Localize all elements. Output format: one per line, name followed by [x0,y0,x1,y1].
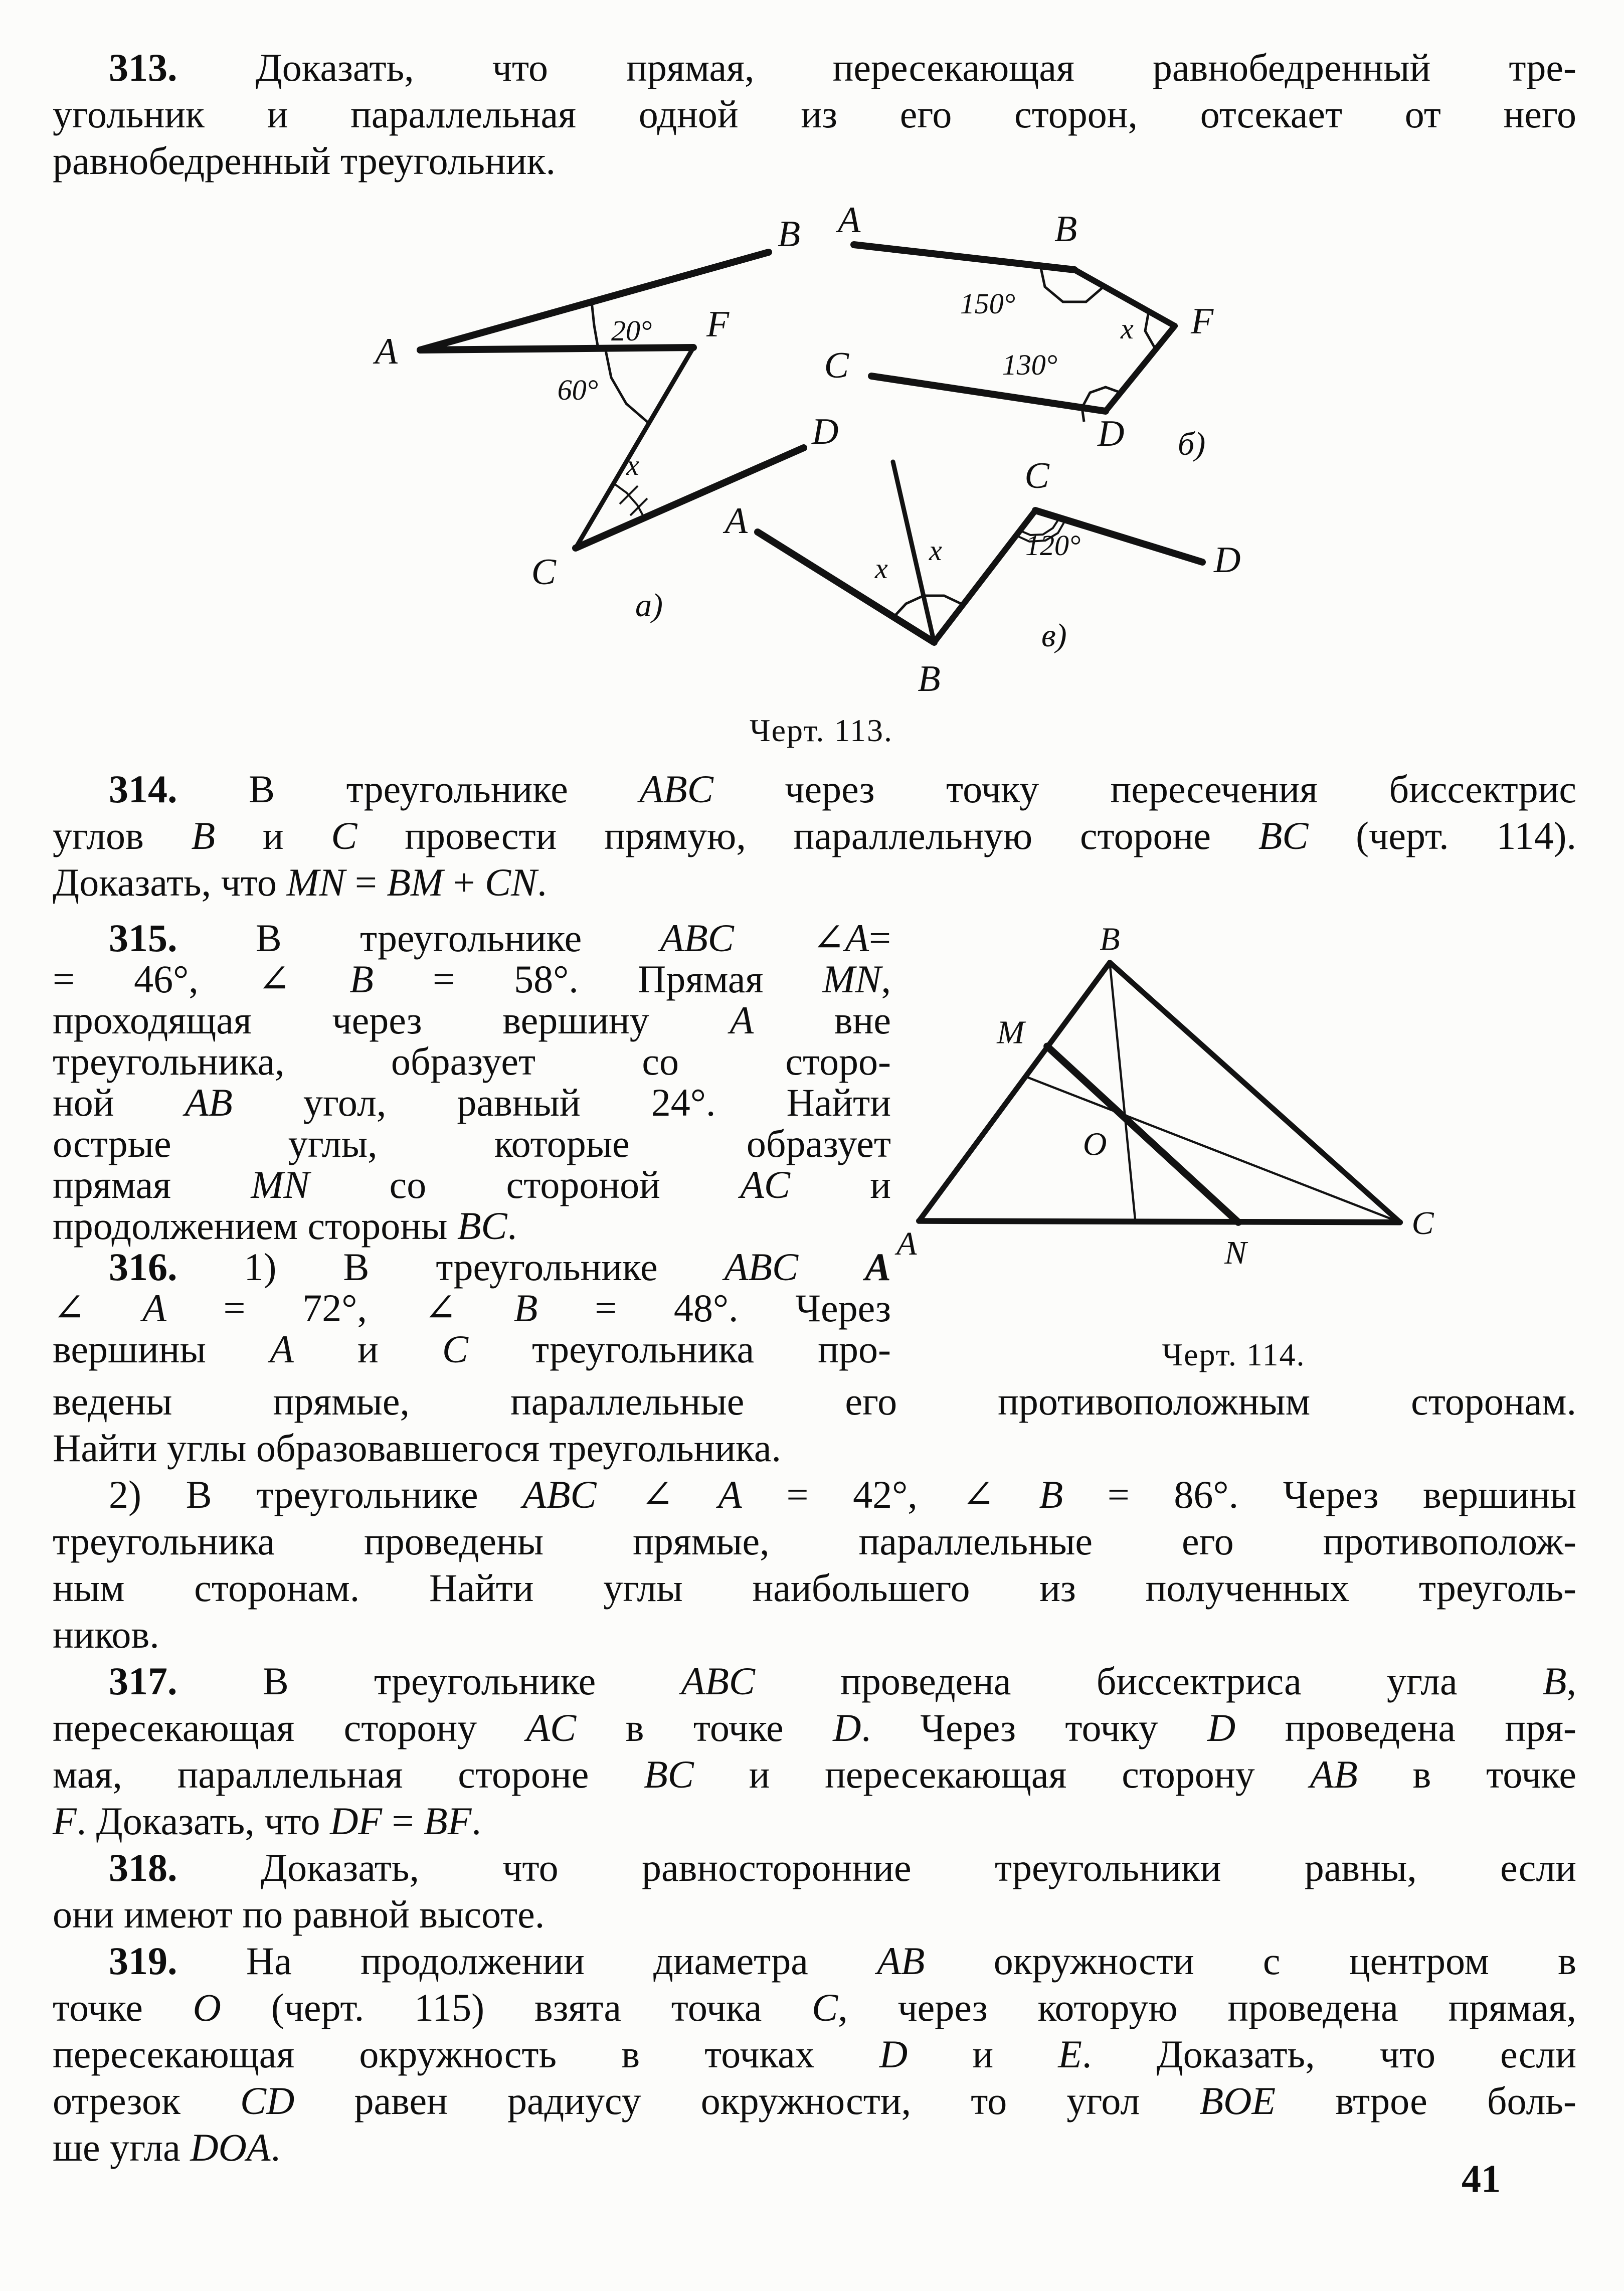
body-text: 313. [109,46,256,89]
body-text: они имеют по равной высоте. [53,1892,545,1936]
math-text: AC [740,1163,790,1206]
body-text: и пересекающая сторону [693,1752,1310,1796]
body-text: = [345,860,387,904]
left-column [53,918,891,1375]
math-text: ABC [681,1659,755,1703]
math-text: F [53,1799,77,1843]
math-text: CD [240,2079,295,2123]
vertex-label-D: D [1098,413,1125,454]
problem-313 [53,44,1576,184]
body-text: равен радиусу окружности, то угол [294,2079,1200,2123]
body-text: ∠ [734,916,845,960]
math-text: BC [457,1204,507,1248]
body-text: пересекающая сторону [53,1706,526,1749]
body-text: мая, параллельная стороне [53,1752,644,1796]
body-text: 317. [109,1659,263,1703]
angle-arc-x1 [893,596,924,617]
math-text: C [812,1986,838,2029]
angle-arc-x [614,483,644,518]
math-text: A [864,1245,891,1289]
math-text: ABC [639,767,713,811]
text-line [53,1288,891,1329]
math-text: A [718,1473,742,1516]
body-text: острые углы, которые образует [53,1122,891,1165]
body-text: прямая [53,1163,251,1206]
body-text: На продолжении диаметра [246,1939,877,1983]
text-line [53,959,891,1000]
text-line [53,1082,891,1123]
vertex-label-A: A [896,1225,917,1262]
problem-319 [53,1937,1576,2171]
body-text: отрезок [53,2079,240,2123]
vertex-label-D: D [1214,540,1241,581]
body-text: окружности с центром в [925,1939,1577,1983]
text-line [53,918,891,959]
body-text: Доказать, что равносторонние треугольники равны, если [260,1846,1576,1889]
segment-AB [758,532,934,642]
body-text: ∠ [596,1473,718,1516]
body-text: = 72°, ∠ [166,1286,514,1330]
body-text: и [293,1327,442,1371]
math-text: BF [424,1799,472,1843]
math-text: DOA [190,2126,271,2169]
math-text: E [1058,2032,1082,2076]
body-text: пересекающая окружность в точках [53,2032,879,2076]
two-column-section [53,918,1576,1375]
angle-value-x2: x [929,534,942,567]
vertex-label-B: B [1054,209,1077,250]
subfigure-b [824,200,1214,462]
body-text: , [881,957,891,1001]
body-text: и [215,814,331,857]
math-text: AB [877,1939,925,1983]
vertex-label-C: C [1411,1204,1434,1242]
body-text: , через которую проведена прямая, [838,1986,1576,2029]
body-text: В треугольнике [249,767,640,811]
body-text: . [270,2126,281,2169]
text-line [53,1000,891,1041]
body-text: 316. [109,1245,244,1289]
text-line [53,2077,1576,2124]
text-line [53,1123,891,1164]
point-label-M: M [997,1014,1025,1051]
math-text: C [442,1327,468,1371]
body-text: 319. [109,1939,246,1983]
text-line [53,1704,1576,1751]
math-text: D [879,2032,908,2076]
side-AC [919,1221,1400,1222]
math-text: MN [251,1163,310,1206]
vertex-label-B: B [918,658,941,699]
math-text: CN [485,860,537,904]
math-text: B [349,957,374,1001]
body-text: В треугольнике [262,1659,681,1703]
text-line [53,1658,1576,1704]
math-text: AB [1310,1752,1358,1796]
point-label-O: O [1082,1126,1107,1163]
text-line [53,812,1576,859]
math-text: MN [286,860,345,904]
vertex-label-D: D [812,411,839,452]
body-text: продолжением стороны [53,1204,457,1248]
body-text: в точке [576,1706,833,1749]
figure-113 [277,187,1305,703]
angle-value-x1: x [875,552,888,585]
body-text: втрое боль- [1276,2079,1576,2123]
figure-113-caption: Черт. 113. [750,713,893,748]
body-text: . [507,1204,517,1248]
math-text: ABC [724,1245,798,1289]
body-text: . Доказать, что если [1081,2032,1576,2076]
vertex-label-C: C [824,345,849,386]
text-line [53,1518,1576,1564]
segment-FD [1106,326,1175,411]
vertex-label-B: B [778,214,801,255]
text-line [53,1751,1576,1798]
math-text: A [270,1327,294,1371]
problem-316-start [53,1247,891,1370]
problem-318 [53,1844,1576,1937]
line-MN [1047,1046,1238,1222]
body-text: угольник и параллельная одной из его сторон, отсекает от него [53,92,1576,136]
math-text: B [513,1286,538,1330]
body-text: угол, равный 24°. Найти [232,1081,891,1124]
body-text: 318. [109,1846,261,1889]
vertex-label-B: B [1100,921,1120,958]
text-line [53,1984,1576,2031]
text-line [53,44,1576,91]
text-line [53,91,1576,137]
side-AB [919,963,1110,1221]
body-text: точке [53,1986,193,2029]
body-text: провести прямую, параллельную стороне [357,814,1258,857]
vertex-label-A: A [375,331,398,372]
math-text: BC [1258,814,1309,857]
math-text: D [833,1706,861,1749]
math-text: B [191,814,216,857]
body-text: треугольника, образует со сторо- [53,1039,891,1083]
body-text: . [471,1799,481,1843]
text-line [53,1471,1576,1518]
body-text: треугольника про- [468,1327,891,1371]
body-text: 2) В треугольнике [109,1473,523,1516]
segment-CD [576,448,804,548]
problem-315 [53,918,891,1247]
vertex-label-C: C [531,552,556,593]
body-text: проведена биссектриса угла [755,1659,1543,1703]
text-line [53,1844,1576,1891]
subfigure-tag-v: в) [1041,617,1067,654]
problem-314 [53,766,1576,906]
text-line [53,1247,891,1288]
ray-from-B [893,462,934,642]
body-text: и [790,1163,891,1206]
body-text: , [1566,1659,1577,1703]
side-BC [1110,963,1400,1222]
angle-value-60: 60° [557,374,598,406]
body-text: = 86°. Через вершины [1063,1473,1576,1516]
vertex-label-F: F [706,304,730,345]
body-text: Найти углы образовавшегося треугольника. [53,1426,782,1470]
text-line [53,1378,1576,1425]
body-text: вершины [53,1327,270,1371]
body-text: (черт. 115) взята точка [221,1986,812,2029]
text-line [53,1041,891,1082]
page-content [53,44,1576,2171]
angle-value-x: x [1121,312,1134,345]
math-text: C [331,814,357,857]
body-text: . Доказать, что [76,1799,330,1843]
angle-arc-x2 [924,596,963,605]
angle-arc-20 [592,302,598,348]
body-text: Доказать, что [53,860,287,904]
angle-value-x: x [626,449,639,481]
body-text: ников. [53,1613,159,1656]
body-text: = [869,916,891,960]
body-text: ным сторонам. Найти углы наибольшего из полученных треуголь- [53,1566,1576,1610]
body-text: и [908,2032,1058,2076]
math-text: ABC [660,916,734,960]
bisector-from-B [1110,963,1135,1221]
math-text: B [1039,1473,1063,1516]
body-text: 314. [109,767,249,811]
math-text: A [730,998,754,1042]
body-text [798,1245,865,1289]
body-text: вне [754,998,891,1042]
text-line [53,766,1576,812]
figure-113-drawing [277,187,1305,703]
page-number: 41 [1462,2157,1501,2200]
body-text: 1) В треугольнике [244,1245,725,1289]
text-line [53,1564,1576,1611]
problem-316-continuation [53,1378,1576,1471]
body-text: + [443,860,485,904]
body-text: ше угла [53,2126,191,2169]
math-text: A [142,1286,166,1330]
segment-AF [420,347,693,350]
body-text: = 58°. Прямая [373,957,823,1001]
text-line [53,1937,1576,1984]
vertex-label-A: A [838,200,861,241]
body-text: проходящая через вершину [53,998,730,1042]
point-label-N: N [1224,1234,1247,1271]
math-text: ABC [522,1473,597,1516]
body-text: через точку пересечения биссектрис [713,767,1577,811]
body-text: . [537,860,547,904]
body-text: = [382,1799,424,1843]
math-text: D [1207,1706,1236,1749]
math-text: BOE [1199,2079,1276,2123]
angle-value-120: 120° [1025,529,1081,562]
body-text: треугольника проведены прямые, параллельные его противополож- [53,1519,1576,1563]
problem-316-part2 [53,1471,1576,1658]
angle-value-150: 150° [960,287,1015,320]
vertex-label-C: C [1024,455,1049,496]
body-text: со стороной [309,1163,741,1206]
angle-value-20: 20° [611,314,652,347]
figure-114-caption: Черт. 114. [1162,1337,1306,1372]
body-text: . Через точку [861,1706,1207,1749]
body-text: равнобедренный треугольник. [53,139,556,183]
body-text: Доказать, что прямая, пересекающая равнобедренный тре- [255,46,1576,89]
body-text: в точке [1357,1752,1576,1796]
body-text: ведены прямые, параллельные его противоположным сторонам. [53,1379,1576,1423]
subfigure-tag-a: а) [635,587,663,624]
math-text: BC [644,1752,694,1796]
figure-114-drawing [891,919,1563,1322]
math-text: A [845,916,869,960]
text-line [53,1164,891,1205]
text-line [53,1329,891,1370]
body-text: проведена пря- [1235,1706,1577,1749]
body-text: = 46°, ∠ [53,957,350,1001]
text-line [53,2031,1576,2077]
math-text: O [193,1986,221,2029]
vertex-label-F: F [1191,301,1214,342]
body-text: = 48°. Через [537,1286,891,1330]
vertex-label-A: A [725,500,748,542]
math-text: AC [526,1706,577,1749]
figure-114 [891,918,1576,1375]
math-text: BM [387,860,444,904]
math-text: AB [185,1081,233,1124]
body-text: ∠ [53,1286,143,1330]
angle-arc-60 [606,350,648,423]
body-text: углов [53,814,192,857]
math-text: MN [822,957,881,1001]
angle-value-130: 130° [1002,348,1057,381]
body-text: = 42°, ∠ [742,1473,1039,1516]
math-text: B [1542,1659,1567,1703]
math-text: DF [330,1799,383,1843]
segment-DC [871,376,1106,411]
subfigure-v [723,455,1241,699]
body-text: (черт. 114). [1308,814,1576,857]
problem-317 [53,1658,1576,1844]
body-text: 315. [109,916,256,960]
subfigure-a [373,214,839,624]
subfigure-tag-b: б) [1178,426,1206,462]
body-text: ной [53,1081,185,1124]
body-text: В треугольнике [255,916,660,960]
